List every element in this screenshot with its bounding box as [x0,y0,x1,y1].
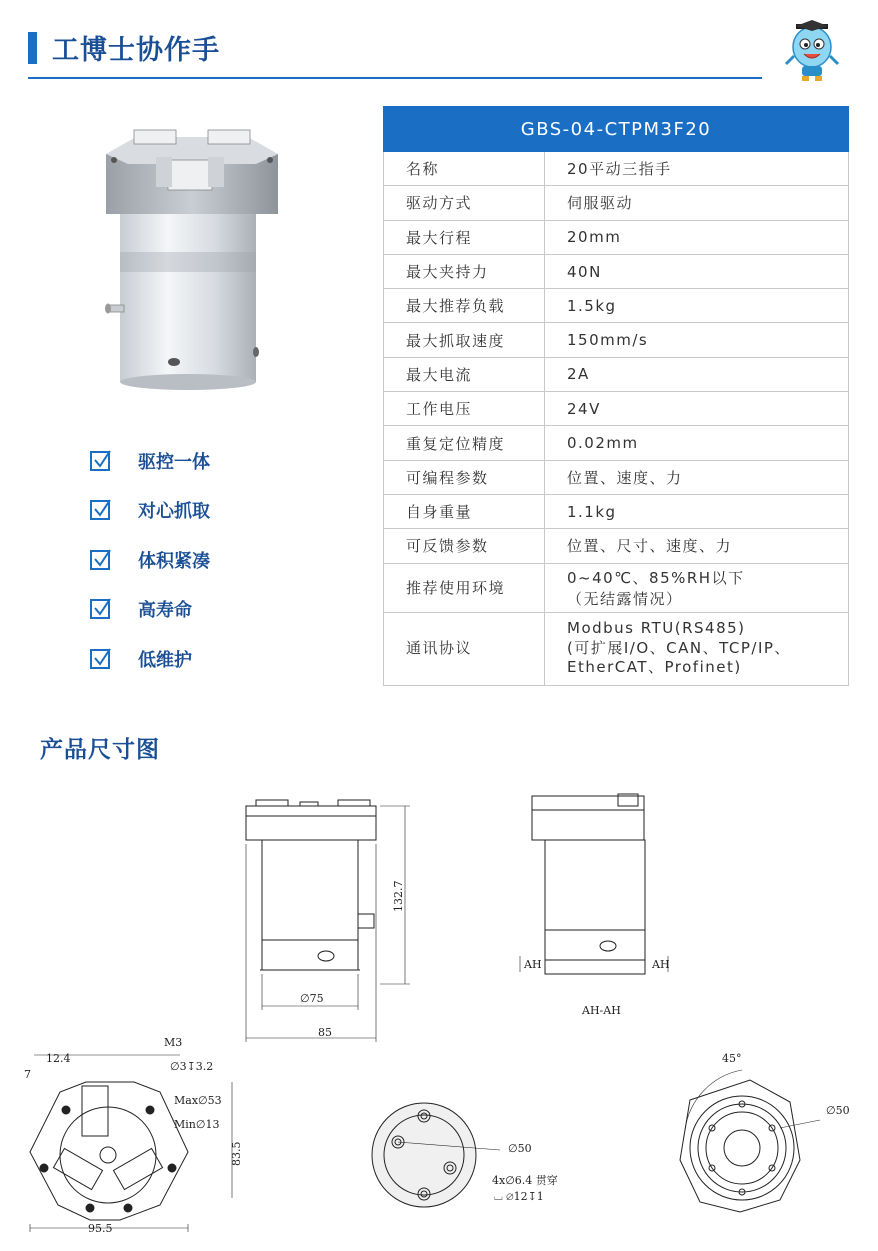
spec-value-line: 0~40℃、85%RH以下 [567,568,745,587]
spec-value [545,612,849,685]
spec-value: 150mm/s [545,323,849,357]
feature-item [90,585,210,635]
spec-value: 1.1kg [545,494,849,528]
feature-label: 对心抓取 [138,501,210,523]
title-accent-bar [28,32,37,64]
spec-key: 最大电流 [384,357,545,391]
feature-item [90,535,210,585]
spec-row [384,323,849,357]
spec-value [545,563,849,612]
spec-value: 位置、尺寸、速度、力 [545,529,849,563]
dim-section-mark-left: AH [524,958,542,971]
spec-table-model: GBS-04-CTPM3F20 [384,107,849,152]
spec-value: 位置、速度、力 [545,460,849,494]
spec-value: 20mm [545,220,849,254]
checkbox-icon [90,599,110,619]
front-view-drawing [246,800,410,1042]
page-title: 工博士协作手 [52,35,220,66]
feature-label: 驱控一体 [138,451,210,473]
spec-row [384,392,849,426]
spec-key: 推荐使用环境 [384,563,545,612]
dim-hole3: ∅3↧3.2 [170,1060,214,1073]
spec-row [384,529,849,563]
dim-section-mark-right: AH [652,958,670,971]
gripper-product-image [56,112,296,402]
checkbox-icon [90,451,110,471]
top-view-drawing [30,1055,232,1232]
spec-key: 名称 [384,152,545,186]
feature-label: 高寿命 [138,600,192,622]
spec-key: 重复定位精度 [384,426,545,460]
flange-drawing [372,1103,500,1207]
feature-item [90,436,210,486]
spec-key: 工作电压 [384,392,545,426]
spec-row [384,426,849,460]
feature-item [90,634,210,684]
mascot-logo-icon [782,20,842,82]
spec-key: 可反馈参数 [384,529,545,563]
spec-key: 最大推荐负载 [384,289,545,323]
spec-key: 最大夹持力 [384,254,545,288]
dim-pcd50-flange: ∅50 [508,1142,532,1155]
dim-m3: M3 [164,1036,183,1049]
spec-value: 20平动三指手 [545,152,849,186]
spec-value-line: EtherCAT、Profinet) [567,658,742,677]
dim-width85: 85 [318,1026,332,1039]
spec-key: 驱动方式 [384,186,545,220]
checkbox-icon [90,649,110,669]
spec-key: 最大行程 [384,220,545,254]
side-view-drawing [520,794,668,974]
dim-holes: 4x∅6.4 贯穿 [492,1174,558,1187]
dim-min13: Min∅13 [174,1118,220,1131]
dim-dia75: ∅75 [300,992,324,1005]
dim-counterbore: ⌴ ∅12↧1 [494,1190,544,1203]
feature-item [90,486,210,536]
checkbox-icon [90,550,110,570]
spec-value: 24V [545,392,849,426]
spec-value: 2A [545,357,849,391]
spec-row [384,460,849,494]
dim-12-4: 12.4 [46,1052,71,1065]
dim-height: 132.7 [392,880,405,912]
spec-key: 自身重量 [384,494,545,528]
spec-table [383,106,849,686]
spec-value: 1.5kg [545,289,849,323]
base-view-drawing [680,1070,820,1212]
spec-value-line: （无结露情况） [567,589,683,608]
dim-83-5: 83.5 [230,1141,243,1166]
spec-row [384,563,849,612]
spec-row [384,357,849,391]
dimension-drawings [0,780,878,1251]
dim-7: 7 [24,1068,31,1081]
spec-key: 通讯协议 [384,612,545,685]
spec-value-line: (可扩展I/O、CAN、TCP/IP、 [567,638,791,657]
dim-pcd50-base: ∅50 [826,1104,850,1117]
feature-label: 低维护 [138,649,192,671]
spec-key: 最大抓取速度 [384,323,545,357]
dim-max53: Max∅53 [174,1094,222,1107]
spec-row [384,289,849,323]
spec-row [384,220,849,254]
spec-value: 0.02mm [545,426,849,460]
dim-95-5: 95.5 [88,1222,113,1235]
spec-row [384,152,849,186]
feature-list [90,436,210,684]
spec-key: 可编程参数 [384,460,545,494]
title-underline [28,77,762,79]
spec-value: 伺服驱动 [545,186,849,220]
feature-label: 体积紧凑 [138,550,210,572]
dim-angle45: 45° [722,1052,742,1065]
spec-row [384,494,849,528]
checkbox-icon [90,500,110,520]
spec-row [384,186,849,220]
dimension-section-title: 产品尺寸图 [40,737,160,763]
spec-row [384,254,849,288]
spec-value-line: Modbus RTU(RS485) [567,619,746,638]
spec-row [384,612,849,685]
spec-value: 40N [545,254,849,288]
dim-section-name: AH-AH [582,1004,621,1017]
